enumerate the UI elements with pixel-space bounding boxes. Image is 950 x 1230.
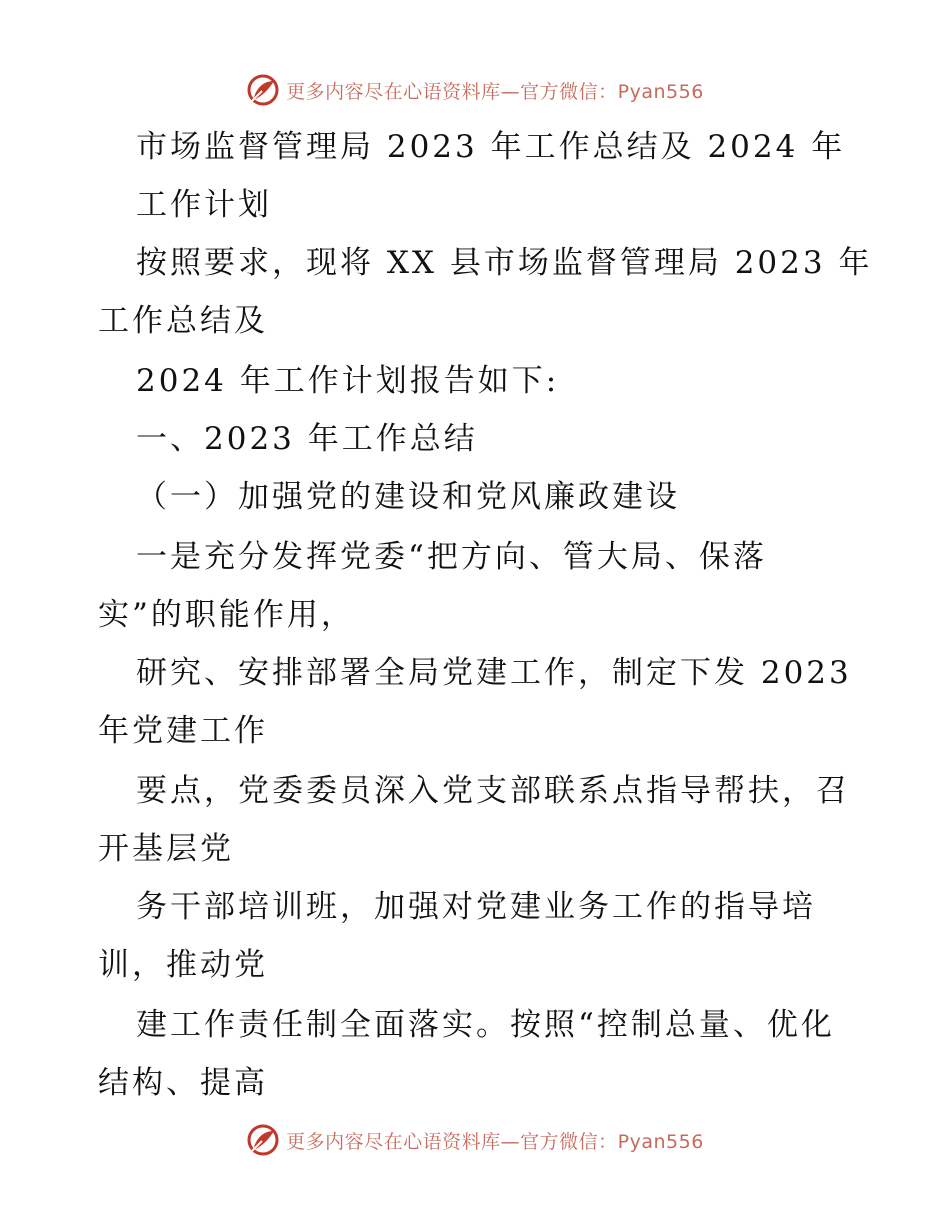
title-line-1: 市场监督管理局 2023 年工作总结及 2024 年 [136, 129, 846, 165]
paragraph-line: 要点，党委委员深入党支部联系点指导帮扶，召 [136, 773, 850, 809]
paragraph-line: 按照要求，现将 XX 县市场监督管理局 2023 年 [136, 245, 873, 281]
header-watermark-text: 更多内容尽在心语资料库—官方微信：Pyan556 [286, 80, 704, 103]
footer-watermark-text: 更多内容尽在心语资料库—官方微信：Pyan556 [286, 1130, 704, 1153]
paragraph-line: 训，推动党 [98, 947, 268, 983]
paragraph-line: 务干部培训班，加强对党建业务工作的指导培 [136, 889, 816, 925]
paragraph-line: 工作总结及 [98, 303, 268, 339]
paragraph-line: 实”的职能作用， [98, 597, 355, 633]
paragraph-line: 年党建工作 [98, 713, 268, 749]
section-heading: 一、2023 年工作总结 [136, 421, 478, 457]
paragraph-line: 2024 年工作计划报告如下: [136, 363, 560, 399]
leaf-logo-icon [246, 1123, 280, 1157]
title-line-2: 工作计划 [136, 187, 272, 223]
paragraph-line: 研究、安排部署全局党建工作，制定下发 2023 [136, 655, 852, 691]
header-watermark [0, 70, 950, 110]
paragraph-line: 一是充分发挥党委“把方向、管大局、保落 [136, 539, 767, 575]
paragraph-line: 开基层党 [98, 831, 234, 867]
subsection-heading: （一）加强党的建设和党风廉政建设 [136, 479, 680, 515]
leaf-logo-icon [246, 73, 280, 107]
paragraph-line: 建工作责任制全面落实。按照“控制总量、优化 [136, 1007, 835, 1043]
paragraph-line: 结构、提高 [98, 1065, 268, 1101]
footer-watermark [0, 1120, 950, 1160]
